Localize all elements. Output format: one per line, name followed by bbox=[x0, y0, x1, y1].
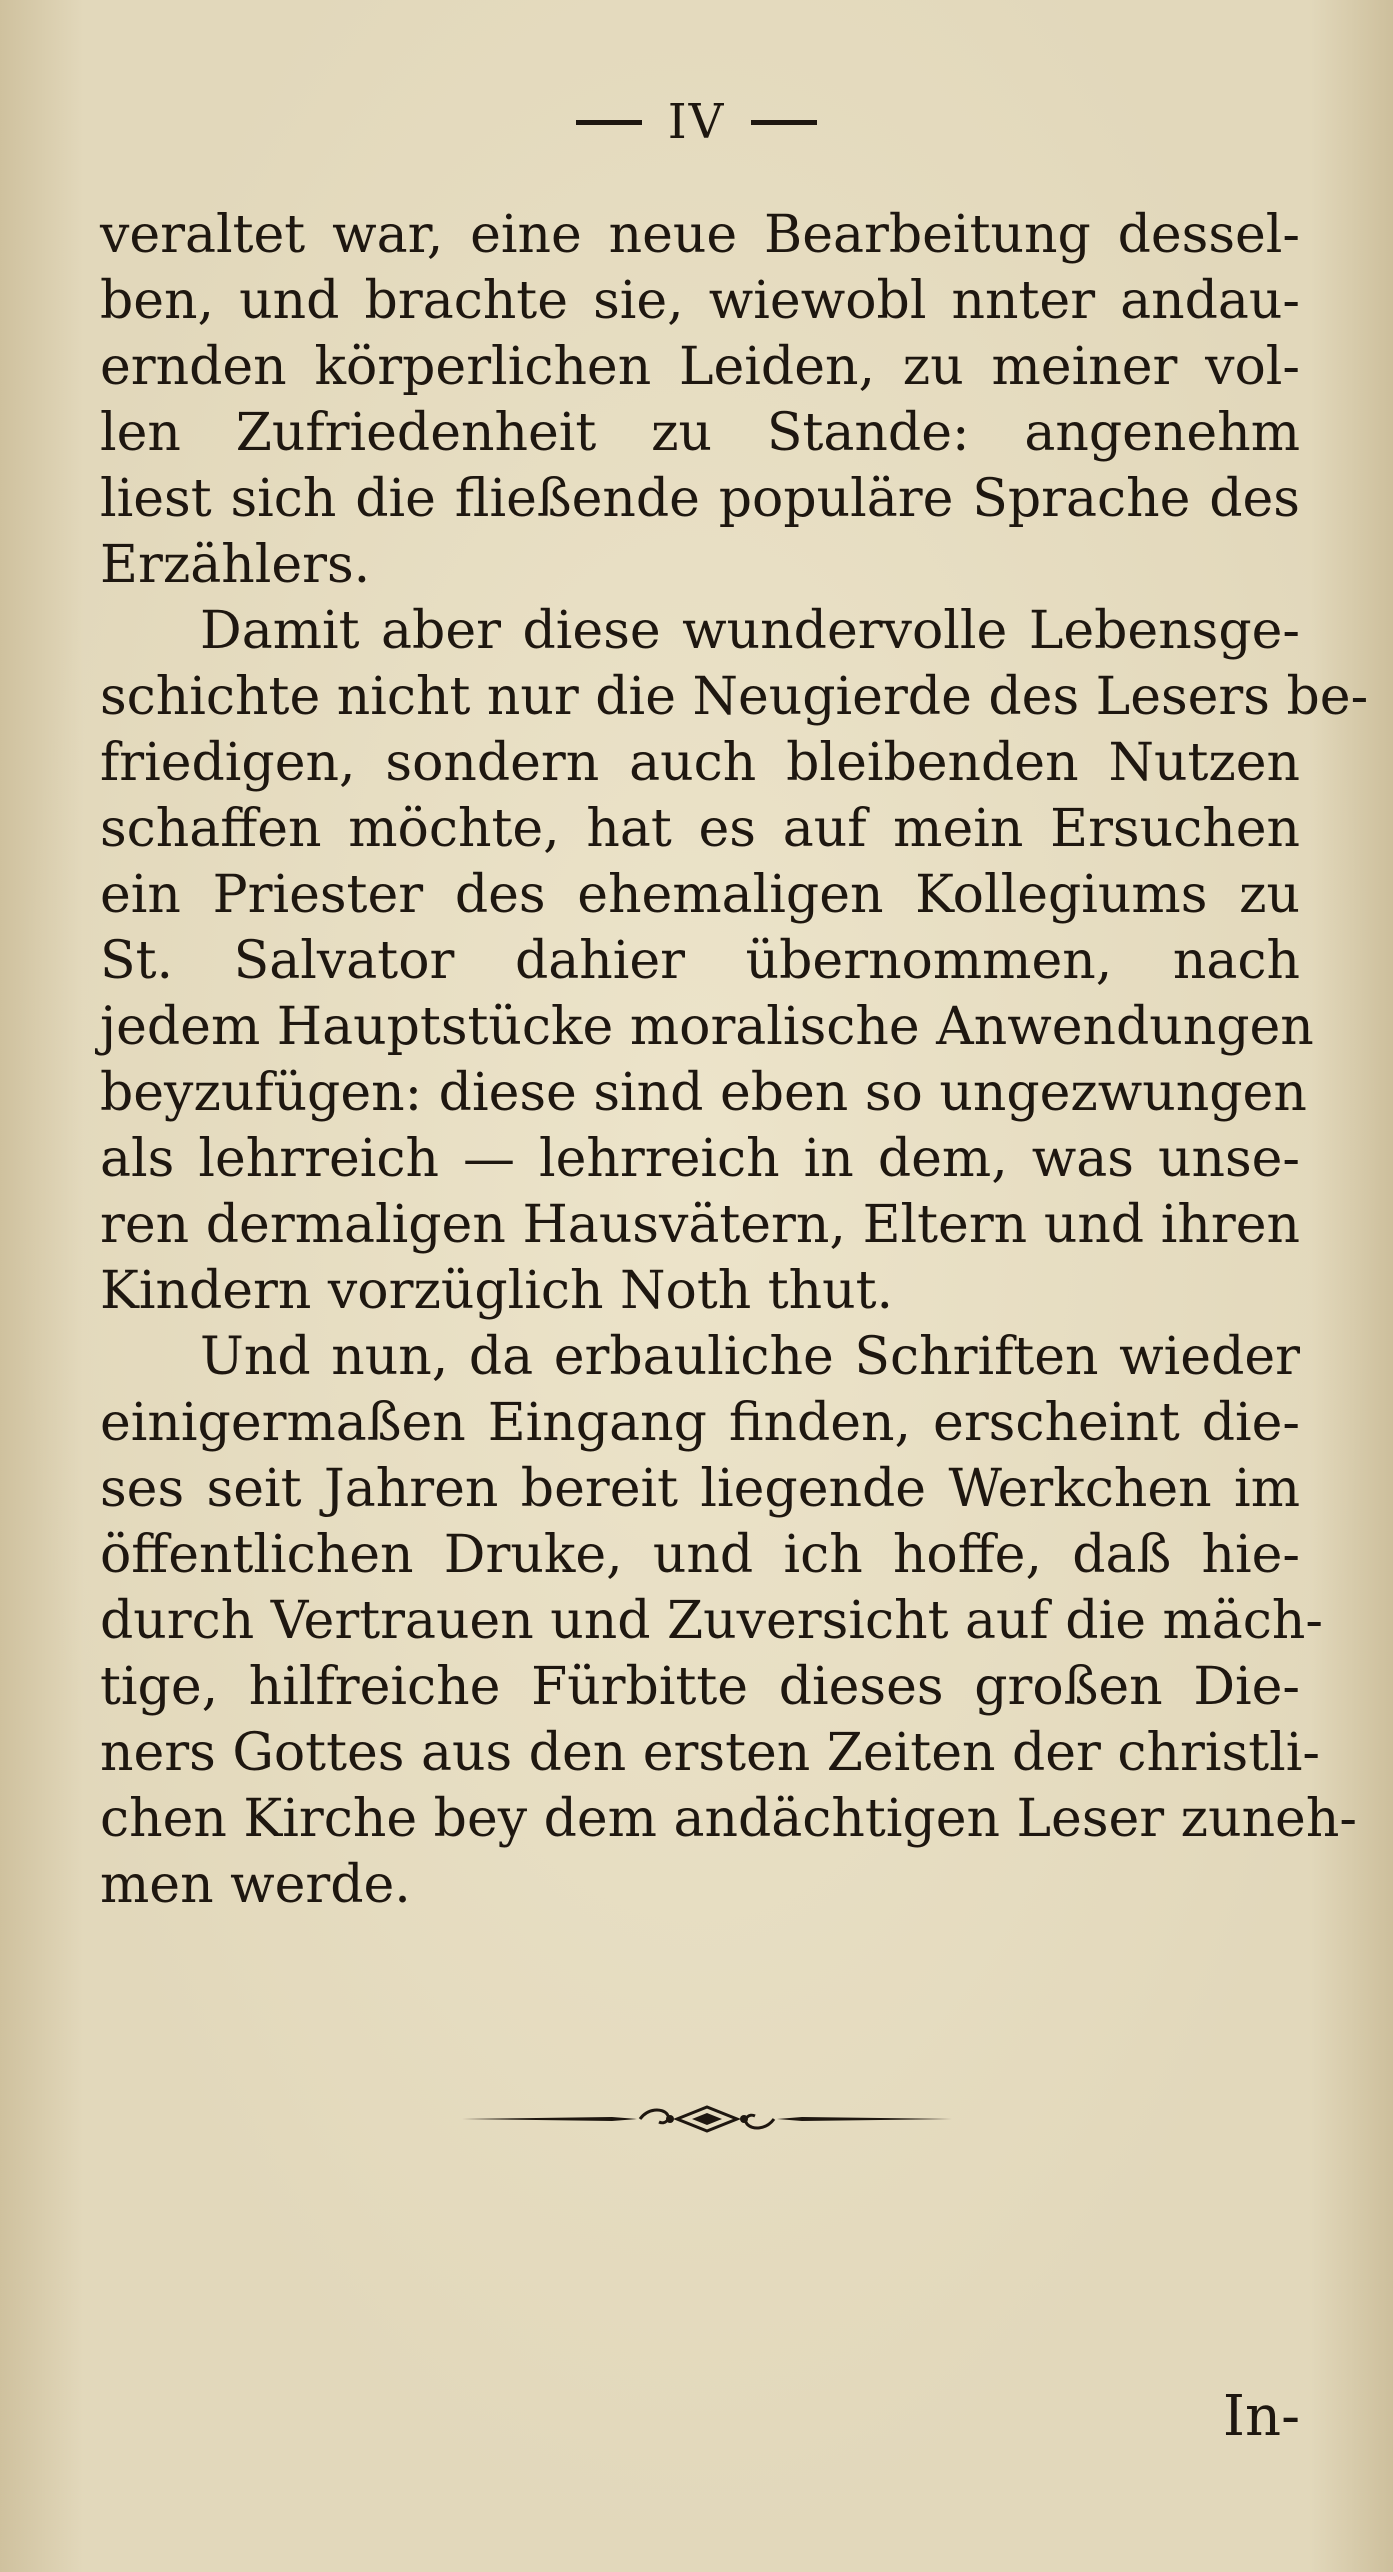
text-line: als lehrreich — lehrreich in dem, was unse- bbox=[100, 1129, 1300, 1189]
page-number: IV bbox=[667, 94, 726, 150]
text-line: ernden körperlichen Leiden, zu meiner vol- bbox=[100, 337, 1300, 397]
text-line: einigermaßen Eingang finden, erscheint die- bbox=[100, 1393, 1300, 1453]
text-line: len Zufriedenheit zu Stande: angenehm bbox=[100, 403, 1300, 463]
text-line: veraltet war, eine neue Bearbeitung dessel- bbox=[100, 205, 1300, 265]
text-line: ein Priester des ehemaligen Kollegiums zu bbox=[100, 865, 1300, 925]
text-line: schaffen möchte, hat es auf mein Ersuchen bbox=[100, 799, 1300, 859]
text-line: ren dermaligen Hausvätern, Eltern und ihren bbox=[100, 1195, 1300, 1255]
page-header bbox=[0, 92, 1393, 152]
text-line: St. Salvator dahier übernommen, nach bbox=[100, 931, 1300, 991]
text-line: ners Gottes aus den ersten Zeiten der christli- bbox=[100, 1723, 1320, 1783]
header-rule-left bbox=[576, 120, 642, 125]
text-line: schichte nicht nur die Neugierde des Lesers be- bbox=[100, 667, 1369, 727]
scroll-rule-ornament-icon bbox=[462, 2102, 952, 2136]
text-line: öffentlichen Druke, und ich hoffe, daß hie- bbox=[100, 1525, 1300, 1585]
text-line: tige, hilfreiche Fürbitte dieses großen Die- bbox=[100, 1657, 1300, 1717]
text-line: men werde. bbox=[100, 1855, 411, 1915]
catchword: In- bbox=[1222, 2384, 1300, 2449]
text-line: ben, und brachte sie, wiewobl nnter andau- bbox=[100, 271, 1300, 331]
text-line: beyzufügen: diese sind eben so ungezwungen bbox=[100, 1063, 1307, 1123]
text-line: liest sich die fließende populäre Sprache des bbox=[100, 469, 1300, 529]
text-line: Und nun, da erbauliche Schriften wieder bbox=[200, 1327, 1300, 1387]
text-line: Erzählers. bbox=[100, 535, 371, 595]
body-text bbox=[100, 202, 1369, 1918]
text-line: ses seit Jahren bereit liegende Werkchen im bbox=[100, 1459, 1300, 1519]
text-line: jedem Hauptstücke moralische Anwendungen bbox=[100, 997, 1314, 1057]
text-line: Kindern vorzüglich Noth thut. bbox=[100, 1261, 894, 1321]
header-rule-right bbox=[751, 120, 817, 125]
text-line: chen Kirche bey dem andächtigen Leser zuneh- bbox=[100, 1789, 1357, 1849]
text-line: friedigen, sondern auch bleibenden Nutzen bbox=[100, 733, 1300, 793]
text-line: durch Vertrauen und Zuversicht auf die mäch- bbox=[100, 1591, 1323, 1651]
text-line: Damit aber diese wundervolle Lebensge- bbox=[200, 601, 1300, 661]
